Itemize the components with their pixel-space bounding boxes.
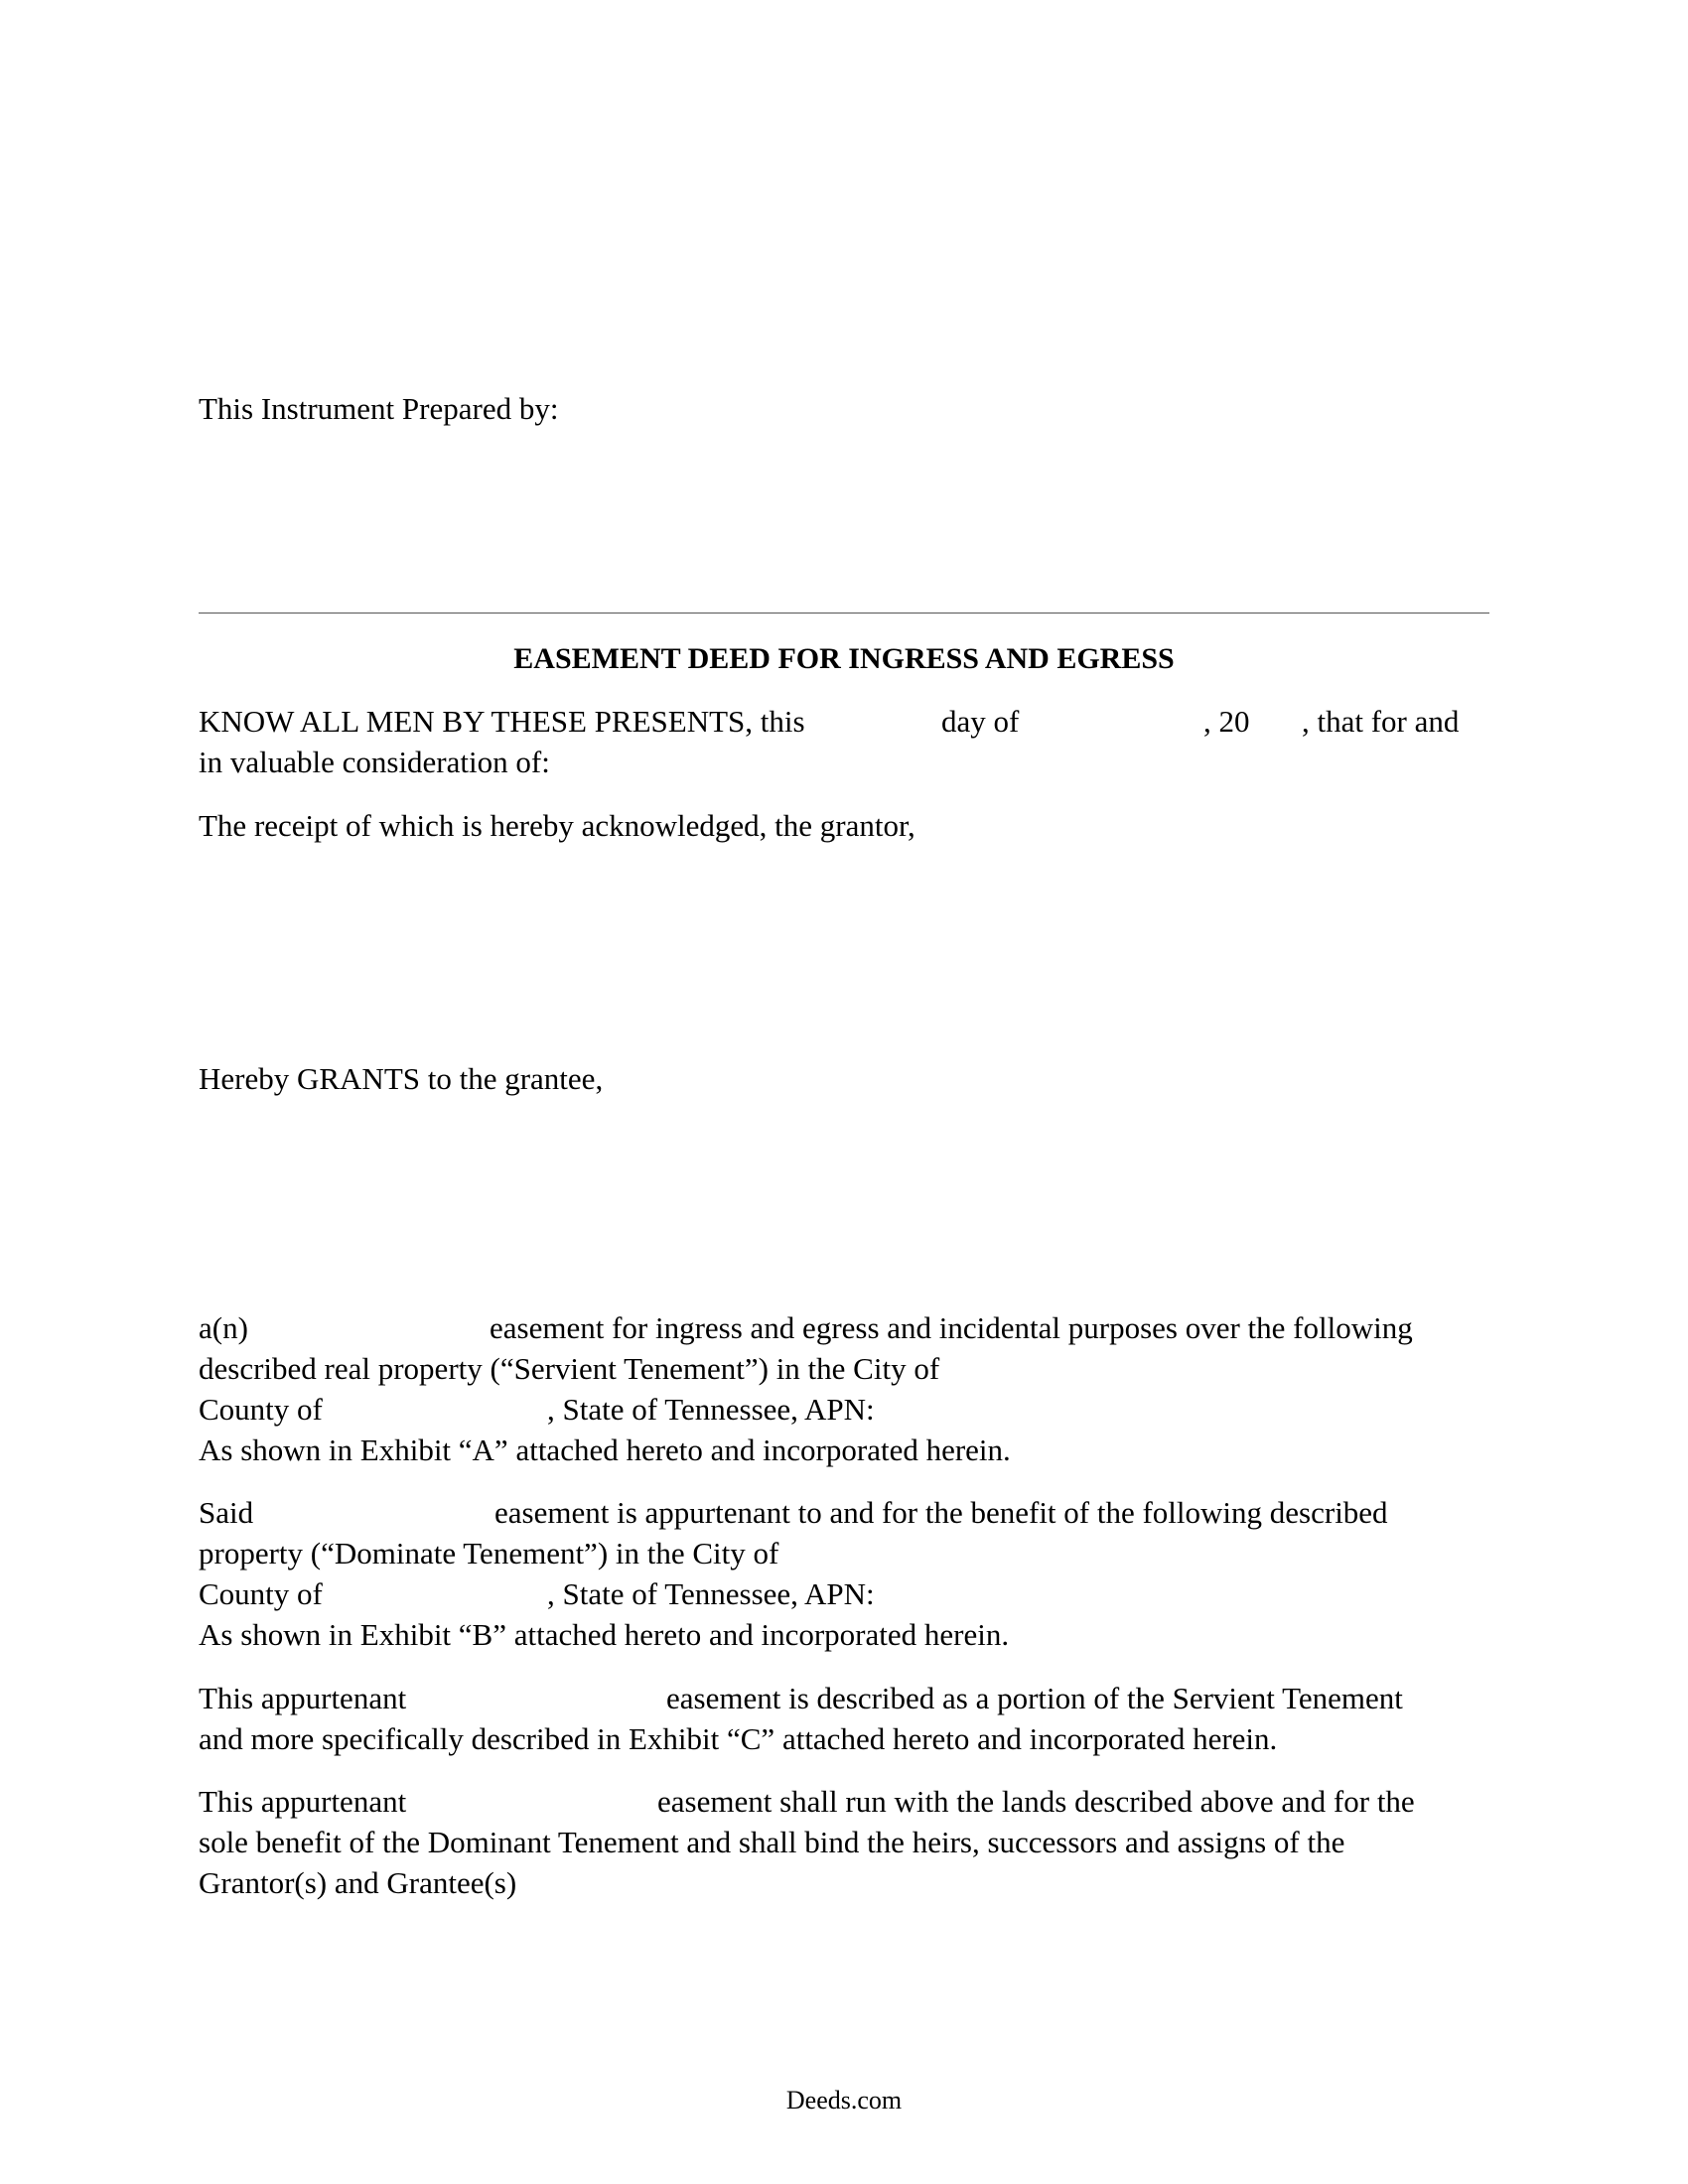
header-divider [199, 613, 1489, 614]
intro-consideration: in valuable consideration of: [199, 745, 550, 779]
dominant-line-2: property (“Dominate Tenement”) in the City of [199, 1536, 779, 1570]
described-line-1: easement is described as a portion of the Servient Tenement [666, 1681, 1403, 1715]
intro-know-all: KNOW ALL MEN BY THESE PRESENTS, this [199, 704, 805, 739]
intro-year: , 20 [1203, 704, 1250, 739]
dominant-said: Said [199, 1495, 254, 1530]
servient-line-2: described real property (“Servient Tenement”) in the City of [199, 1351, 940, 1386]
intro-day-of: day of [941, 704, 1020, 739]
dominant-state: , State of Tennessee, APN: [547, 1576, 875, 1611]
servient-line-1: easement for ingress and egress and incidental purposes over the following [490, 1310, 1413, 1345]
runs-line-2: sole benefit of the Dominant Tenement and shall bind the heirs, successors and assigns of the [199, 1825, 1345, 1859]
described-appurtenant: This appurtenant [199, 1681, 407, 1715]
prepared-by-label: This Instrument Prepared by: [199, 391, 559, 426]
servient-county-of: County of [199, 1392, 323, 1427]
dominant-line-4: As shown in Exhibit “B” attached hereto and incorporated herein. [199, 1617, 1010, 1652]
runs-appurtenant: This appurtenant [199, 1784, 407, 1819]
dominant-line-1: easement is appurtenant to and for the benefit of the following described [494, 1495, 1388, 1530]
grants-text: Hereby GRANTS to the grantee, [199, 1061, 604, 1096]
servient-a-n: a(n) [199, 1310, 248, 1345]
receipt-text: The receipt of which is hereby acknowledged, the grantor, [199, 808, 915, 843]
runs-line-1: easement shall run with the lands described above and for the [657, 1784, 1415, 1819]
dominant-county-of: County of [199, 1576, 323, 1611]
document-title: EASEMENT DEED FOR INGRESS AND EGRESS [513, 642, 1175, 675]
intro-that-for: , that for and [1302, 704, 1460, 739]
servient-line-4: As shown in Exhibit “A” attached hereto and incorporated herein. [199, 1433, 1011, 1467]
runs-line-3: Grantor(s) and Grantee(s) [199, 1865, 517, 1900]
footer-brand: Deeds.com [785, 2086, 903, 2115]
servient-state: , State of Tennessee, APN: [547, 1392, 875, 1427]
described-line-2: and more specifically described in Exhibit “C” attached hereto and incorporated herein. [199, 1721, 1278, 1756]
